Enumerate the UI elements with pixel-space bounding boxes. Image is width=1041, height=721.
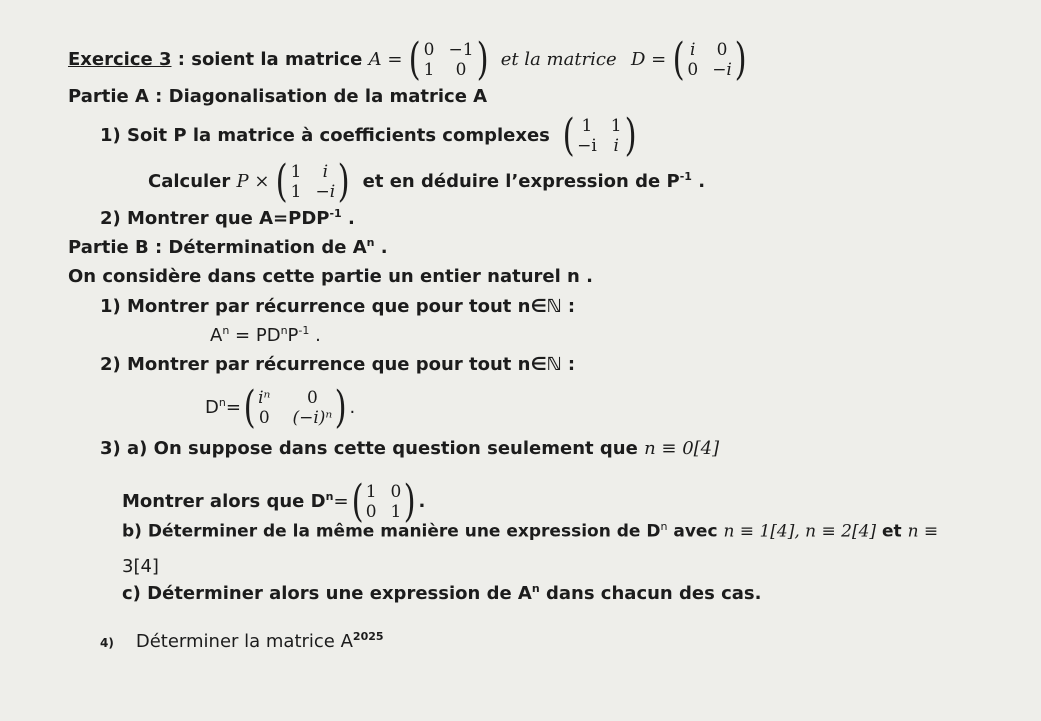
part-b-intro: On considère dans cette partie un entier naturel n . [68, 266, 593, 287]
part-b-q1-formula: $A^n = PD^nP^{-1}$ . [210, 324, 321, 346]
and-text: et la matrice [500, 49, 617, 70]
part-b-q1: 1) Montrer par récurrence que pour tout n∈ℕ : [100, 296, 576, 317]
matrix-Dn: ( iⁿ 0 0 (−i)ⁿ ) [243, 382, 347, 433]
part-a-q1 [100, 110, 643, 161]
q3a-condition: n ≡ 0[4] [644, 438, 720, 459]
part-a-title: Partie A : Diagonalisation de la matrice A [68, 86, 488, 107]
part-b-q2: 2) Montrer par récurrence que pour tout n∈ℕ : [100, 354, 576, 375]
part-b-q3b-cont: 3[4] [122, 556, 159, 577]
part-b-title: Partie B : Détermination de $A^n$ . [68, 236, 388, 258]
exercise-label: Exercice 3 [68, 49, 172, 70]
part-a-q1-text: 1) Soit P la matrice à coefficients complexes [100, 125, 550, 146]
part-b-q3b: b) Déterminer de la même manière une expression de $D^n$ avec n ≡ 1[4], n ≡ 2[4] et n ≡ [122, 520, 939, 542]
matrix-A: ( 0 −1 1 0 ) [409, 34, 489, 85]
part-b-q4: 4) Déterminer la matrice $A^{2025}$ [100, 630, 384, 652]
part-b-q2-formula: $D^n=$ ( iⁿ 0 0 (−i)ⁿ ) . [205, 382, 356, 433]
matrix-D-name: D = [630, 49, 667, 70]
matrix-D: ( i 0 0 −i ) [672, 34, 747, 85]
part-a-q2: 2) Montrer que $A=PDP^{-1}$ . [100, 207, 355, 229]
exercise-statement [68, 34, 753, 85]
calc-end: et en déduire l’expression de P [362, 171, 680, 192]
identity-matrix: ( 1 0 0 1 ) [351, 476, 416, 527]
part-b-q3c: c) Déterminer alors une expression de $A^n$ dans chacun des cas. [122, 582, 762, 604]
calc-matrix: ( 1 i 1 −i ) [276, 156, 350, 207]
part-a-calc: Calculer P × ( 1 i 1 −i ) et en déduire l’expression de $P^{-1}$ . [148, 156, 706, 207]
part-b-q3a: 3) a) On suppose dans cette question seulement que n ≡ 0[4] [100, 438, 720, 459]
part-b-q3a-show: Montrer alors que $D^n=$ ( 1 0 0 1 ) . [122, 476, 426, 527]
calc-label: Calculer [148, 171, 231, 192]
calc-op: P × [236, 171, 270, 192]
matrix-A-name: A = [368, 49, 403, 70]
exercise-intro: : soient la matrice [171, 49, 369, 70]
matrix-P: ( 1 1 −i i ) [562, 110, 637, 161]
